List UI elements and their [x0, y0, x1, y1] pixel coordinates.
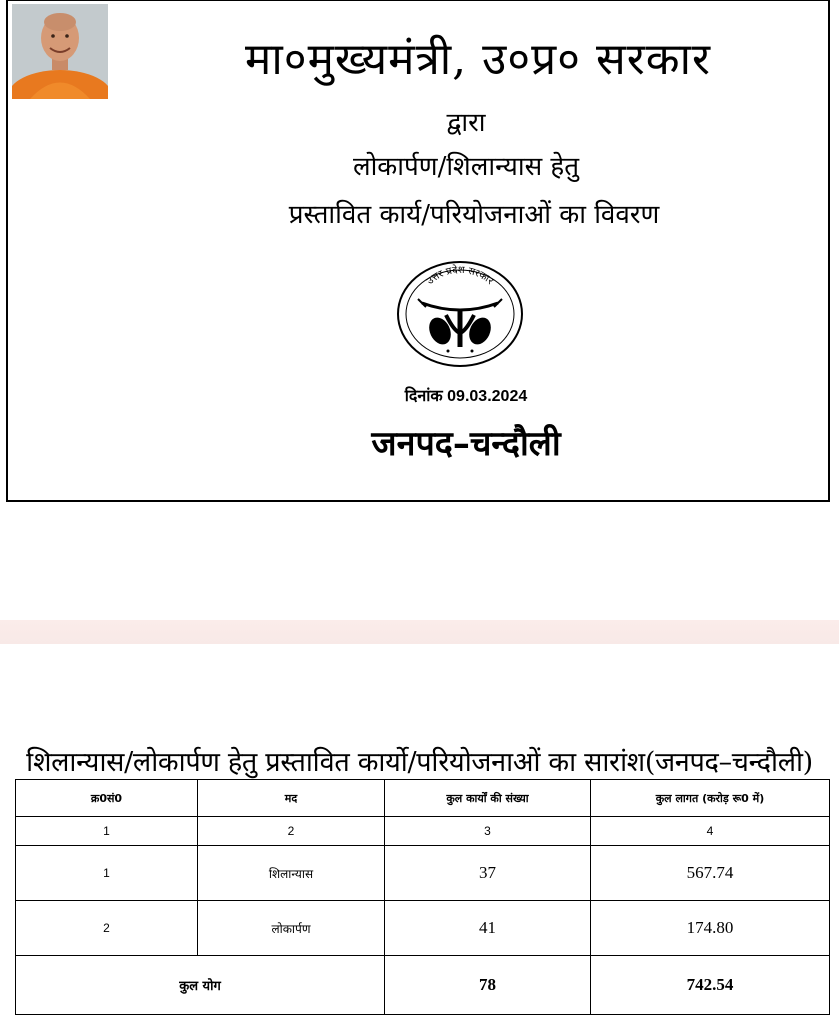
- total-label: कुल योग: [16, 956, 385, 1015]
- row-item: शिलान्यास: [198, 846, 385, 901]
- cover-by-text: द्वारा: [446, 108, 486, 138]
- cover-page: [6, 0, 830, 502]
- row-cost: 567.74: [591, 846, 830, 901]
- cover-purpose: लोकार्पण/शिलान्यास हेतु: [352, 152, 580, 182]
- row-cost: 174.80: [591, 901, 830, 956]
- cover-date: [8, 384, 839, 406]
- row-serial: 1: [16, 846, 198, 901]
- emblem-text: उत्तर प्रदेश सरकार: [424, 264, 496, 288]
- cover-subject: प्रस्तावित कार्य/परियोजनाओं का विवरण: [288, 200, 660, 230]
- column-number: 4: [591, 817, 830, 846]
- column-number: 1: [16, 817, 198, 846]
- header-serial: क्र0सं0: [16, 780, 198, 817]
- cover-title: मा०मुख्यमंत्री, उ०प्र० सरकार: [245, 34, 711, 85]
- date-value: 09.03.2024: [447, 388, 528, 405]
- total-row: [16, 956, 830, 1015]
- header-item: मद: [198, 780, 385, 817]
- column-number: 2: [198, 817, 385, 846]
- row-count: 41: [385, 901, 591, 956]
- total-count: 78: [385, 956, 591, 1015]
- cover-district: जनपद–चन्दौली: [371, 424, 561, 464]
- column-number-row: [16, 817, 830, 846]
- table-header-row: [16, 780, 830, 817]
- total-cost: 742.54: [591, 956, 830, 1015]
- page-separator: [0, 620, 839, 644]
- portrait-photo: [12, 4, 108, 99]
- header-cost: कुल लागत (करोड़ रू0 में): [591, 780, 830, 817]
- column-number: 3: [385, 817, 591, 846]
- table-row: [16, 846, 830, 901]
- up-government-emblem: [396, 259, 524, 369]
- row-item: लोकार्पण: [198, 901, 385, 956]
- date-label: दिनांक: [404, 388, 443, 405]
- table-row: [16, 901, 830, 956]
- summary-table: [15, 779, 830, 1015]
- summary-title: शिलान्यास/लोकार्पण हेतु प्रस्तावित कार्यो/परियोजनाओं का सारांश(जनपद–चन्दौली): [26, 747, 813, 778]
- header-count: कुल कार्यों की संख्या: [385, 780, 591, 817]
- row-serial: 2: [16, 901, 198, 956]
- row-count: 37: [385, 846, 591, 901]
